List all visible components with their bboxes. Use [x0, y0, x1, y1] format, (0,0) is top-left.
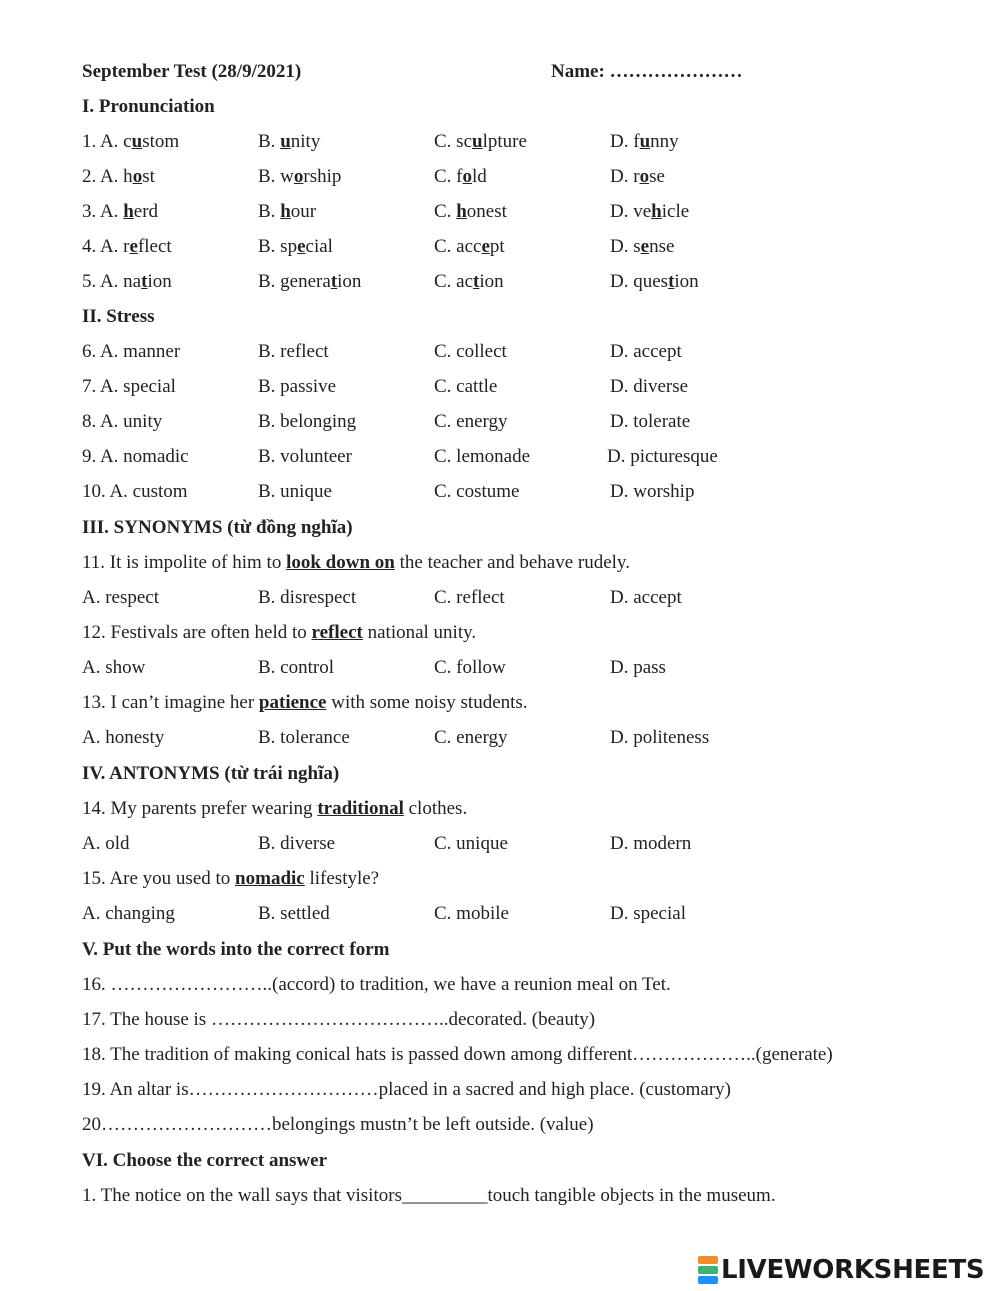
answer-option[interactable]	[610, 271, 699, 293]
word-form-question: 18. The tradition of making conical hats is passed down among different………………..(generate)	[82, 1044, 833, 1065]
choose-question: 1. The notice on the wall says that visitors_________touch tangible objects in the museum.	[82, 1185, 776, 1206]
option-suffix: nse	[649, 236, 675, 257]
underlined-letter: e	[129, 236, 138, 257]
question-text	[82, 798, 467, 820]
answer-option[interactable]: B. control	[258, 657, 334, 678]
question-part: lifestyle?	[304, 868, 380, 889]
answer-option[interactable]	[610, 236, 674, 258]
question-text	[82, 552, 630, 574]
option-prefix: B.	[258, 201, 281, 222]
answer-option[interactable]: C. unique	[434, 833, 508, 854]
answer-option[interactable]	[258, 236, 333, 258]
answer-option[interactable]: C. mobile	[434, 903, 509, 924]
underlined-letter: h	[123, 201, 134, 222]
underlined-letter: e	[297, 236, 306, 257]
question-part: 12. Festivals are often held to	[82, 622, 312, 643]
options-row	[82, 657, 982, 679]
underlined-letter: u	[472, 131, 483, 152]
answer-option[interactable]	[610, 201, 689, 223]
answer-option[interactable]: B. diverse	[258, 833, 336, 854]
answer-option[interactable]	[434, 166, 487, 188]
answer-option[interactable]: D. worship	[610, 481, 695, 502]
underlined-letter: t	[141, 271, 148, 292]
option-suffix: icle	[661, 201, 690, 222]
option-suffix: st	[142, 166, 155, 187]
option-prefix: C. f	[434, 166, 463, 187]
option-prefix: D. ve	[610, 201, 652, 222]
option-suffix: se	[649, 166, 665, 187]
answer-option[interactable]: A. old	[82, 833, 130, 854]
answer-option[interactable]	[82, 271, 172, 293]
answer-option[interactable]	[82, 131, 179, 153]
question-part: 14. My parents prefer wearing	[82, 798, 318, 819]
question-part: the teacher and behave rudely.	[394, 552, 630, 573]
answer-option[interactable]: A. honesty	[82, 727, 165, 748]
answer-option[interactable]: 8. A. unity	[82, 411, 163, 432]
underlined-letter: h	[456, 201, 467, 222]
word-form-question: 16. ……………………..(accord) to tradition, we have a reunion meal on Tet.	[82, 974, 671, 995]
pronunciation-question	[82, 131, 982, 153]
answer-option[interactable]: D. accept	[610, 341, 682, 362]
option-prefix: C. ac	[434, 271, 474, 292]
word-form-question: 17. The house is ………………………………..decorated. (beauty)	[82, 1009, 596, 1030]
answer-option[interactable]: A. respect	[82, 587, 160, 608]
target-word: nomadic	[235, 868, 305, 889]
options-row	[82, 727, 982, 749]
underlined-letter: u	[639, 131, 651, 152]
answer-option[interactable]: A. show	[82, 657, 146, 678]
option-suffix: our	[290, 201, 317, 222]
answer-option[interactable]: 10. A. custom	[82, 481, 188, 502]
option-suffix: rship	[303, 166, 342, 187]
answer-option[interactable]: B. tolerance	[258, 727, 350, 748]
option-suffix: cial	[305, 236, 333, 257]
answer-option[interactable]: D. diverse	[610, 376, 689, 397]
answer-option[interactable]: C. costume	[434, 481, 520, 502]
underlined-letter: h	[280, 201, 291, 222]
option-prefix: D. f	[610, 131, 640, 152]
option-prefix: 3. A.	[82, 201, 124, 222]
word-form-question: 19. An altar is…………………………placed in a sacred and high place. (customary)	[82, 1079, 731, 1100]
answer-option[interactable]: B. unique	[258, 481, 332, 502]
answer-option[interactable]	[258, 271, 361, 293]
name-field-label: Name: …………………	[551, 61, 743, 82]
section-stress-heading: II. Stress	[82, 306, 155, 327]
options-row	[82, 903, 982, 925]
section-synonyms-heading: III. SYNONYMS (từ đồng nghĩa)	[82, 517, 353, 538]
section-choose-heading: VI. Choose the correct answer	[82, 1150, 328, 1171]
stress-question	[82, 446, 982, 468]
underlined-letter: o	[132, 166, 143, 187]
answer-option[interactable]: B. passive	[258, 376, 337, 397]
option-prefix: B. genera	[258, 271, 331, 292]
option-suffix: ion	[337, 271, 362, 292]
option-suffix: pt	[489, 236, 505, 257]
answer-option[interactable]	[82, 166, 155, 188]
underlined-letter: e	[640, 236, 650, 257]
question-part: 15. Are you used to	[82, 868, 236, 889]
underlined-letter: u	[280, 131, 291, 152]
stress-question	[82, 341, 982, 363]
answer-option[interactable]	[258, 166, 341, 188]
option-prefix: 2. A. h	[82, 166, 133, 187]
pronunciation-question	[82, 271, 982, 293]
underlined-letter: t	[668, 271, 675, 292]
target-word: patience	[258, 692, 327, 713]
brand-name: LIVEWORKSHEETS	[721, 1255, 985, 1285]
test-title: September Test (28/9/2021)	[82, 61, 302, 82]
option-suffix: ld	[472, 166, 487, 187]
answer-option[interactable]: D. special	[610, 903, 686, 924]
option-suffix: ion	[674, 271, 699, 292]
answer-option[interactable]: B. settled	[258, 903, 330, 924]
section-word-form-heading: V. Put the words into the correct form	[82, 939, 390, 960]
underlined-letter: t	[473, 271, 480, 292]
answer-option[interactable]: C. collect	[434, 341, 507, 362]
option-suffix: ion	[479, 271, 504, 292]
option-prefix: C. acc	[434, 236, 482, 257]
answer-option[interactable]: C. energy	[434, 411, 508, 432]
options-row	[82, 587, 982, 609]
pronunciation-question	[82, 236, 982, 258]
option-prefix: 5. A. na	[82, 271, 142, 292]
answer-option[interactable]	[434, 271, 504, 293]
answer-option[interactable]: C. energy	[434, 727, 508, 748]
options-row	[82, 833, 982, 855]
underlined-letter: o	[462, 166, 472, 187]
stress-question	[82, 411, 982, 433]
answer-option[interactable]: 9. A. nomadic	[82, 446, 189, 467]
question-part: with some noisy students.	[326, 692, 528, 713]
underlined-letter: e	[481, 236, 490, 257]
underlined-letter: o	[639, 166, 650, 187]
option-prefix: B. sp	[258, 236, 298, 257]
answer-option[interactable]: B. disrespect	[258, 587, 357, 608]
answer-option[interactable]: 6. A. manner	[82, 341, 181, 362]
option-prefix: 1. A. c	[82, 131, 132, 152]
target-word: reflect	[311, 622, 363, 643]
option-suffix: stom	[142, 131, 180, 152]
underlined-letter: o	[293, 166, 304, 187]
target-word: traditional	[317, 798, 404, 819]
option-suffix: nity	[290, 131, 321, 152]
option-suffix: flect	[137, 236, 172, 257]
option-prefix: D. r	[610, 166, 640, 187]
answer-option[interactable]: D. picturesque	[607, 446, 718, 467]
stress-question	[82, 376, 982, 398]
stress-question	[82, 481, 982, 503]
answer-option[interactable]: D. tolerate	[610, 411, 691, 432]
liveworksheets-logo	[698, 1253, 984, 1287]
question-part: 11. It is impolite of him to	[82, 552, 287, 573]
answer-option[interactable]: C. follow	[434, 657, 506, 678]
answer-option[interactable]: B. volunteer	[258, 446, 352, 467]
option-prefix: C. sc	[434, 131, 472, 152]
option-suffix: ion	[147, 271, 172, 292]
question-part: national unity.	[362, 622, 477, 643]
answer-option[interactable]: C. reflect	[434, 587, 505, 608]
answer-option[interactable]	[82, 201, 158, 223]
answer-option[interactable]: B. belonging	[258, 411, 357, 432]
option-suffix: lpture	[482, 131, 527, 152]
answer-option[interactable]: D. accept	[610, 587, 682, 608]
answer-option[interactable]: D. politeness	[610, 727, 710, 748]
option-prefix: C.	[434, 201, 457, 222]
option-suffix: erd	[133, 201, 159, 222]
question-text	[82, 622, 476, 644]
answer-option[interactable]	[610, 166, 665, 188]
target-word: look down on	[286, 552, 395, 573]
answer-option[interactable]	[258, 201, 316, 223]
answer-option[interactable]: D. modern	[610, 833, 692, 854]
answer-option[interactable]: C. cattle	[434, 376, 498, 397]
answer-option[interactable]: C. lemonade	[434, 446, 531, 467]
answer-option[interactable]	[434, 131, 527, 153]
question-text	[82, 868, 379, 890]
option-prefix: B. w	[258, 166, 294, 187]
underlined-letter: t	[330, 271, 338, 292]
answer-option[interactable]	[82, 236, 172, 258]
answer-option[interactable]: 7. A. special	[82, 376, 176, 397]
answer-option[interactable]	[258, 131, 320, 153]
question-text	[82, 692, 528, 714]
underlined-letter: h	[651, 201, 662, 222]
answer-option[interactable]	[610, 131, 679, 153]
answer-option[interactable]	[434, 201, 507, 223]
answer-option[interactable]: D. pass	[610, 657, 666, 678]
option-prefix: D. ques	[610, 271, 669, 292]
question-part: 13. I can’t imagine her	[82, 692, 259, 713]
pronunciation-question	[82, 201, 982, 223]
option-suffix: onest	[466, 201, 507, 222]
section-pronunciation-heading: I. Pronunciation	[82, 96, 215, 117]
option-prefix: D. s	[610, 236, 641, 257]
option-prefix: 4. A. r	[82, 236, 130, 257]
pronunciation-question	[82, 166, 982, 188]
option-prefix: B.	[258, 131, 281, 152]
answer-option[interactable]	[434, 236, 505, 258]
word-form-question: 20………………………belongings mustn’t be left outside. (value)	[82, 1114, 594, 1135]
underlined-letter: u	[131, 131, 143, 152]
section-antonyms-heading: IV. ANTONYMS (từ trái nghĩa)	[82, 763, 340, 784]
answer-option[interactable]: B. reflect	[258, 341, 329, 362]
logo-blocks-icon	[698, 1256, 718, 1284]
answer-option[interactable]: A. changing	[82, 903, 175, 924]
option-suffix: nny	[650, 131, 679, 152]
question-part: clothes.	[403, 798, 468, 819]
